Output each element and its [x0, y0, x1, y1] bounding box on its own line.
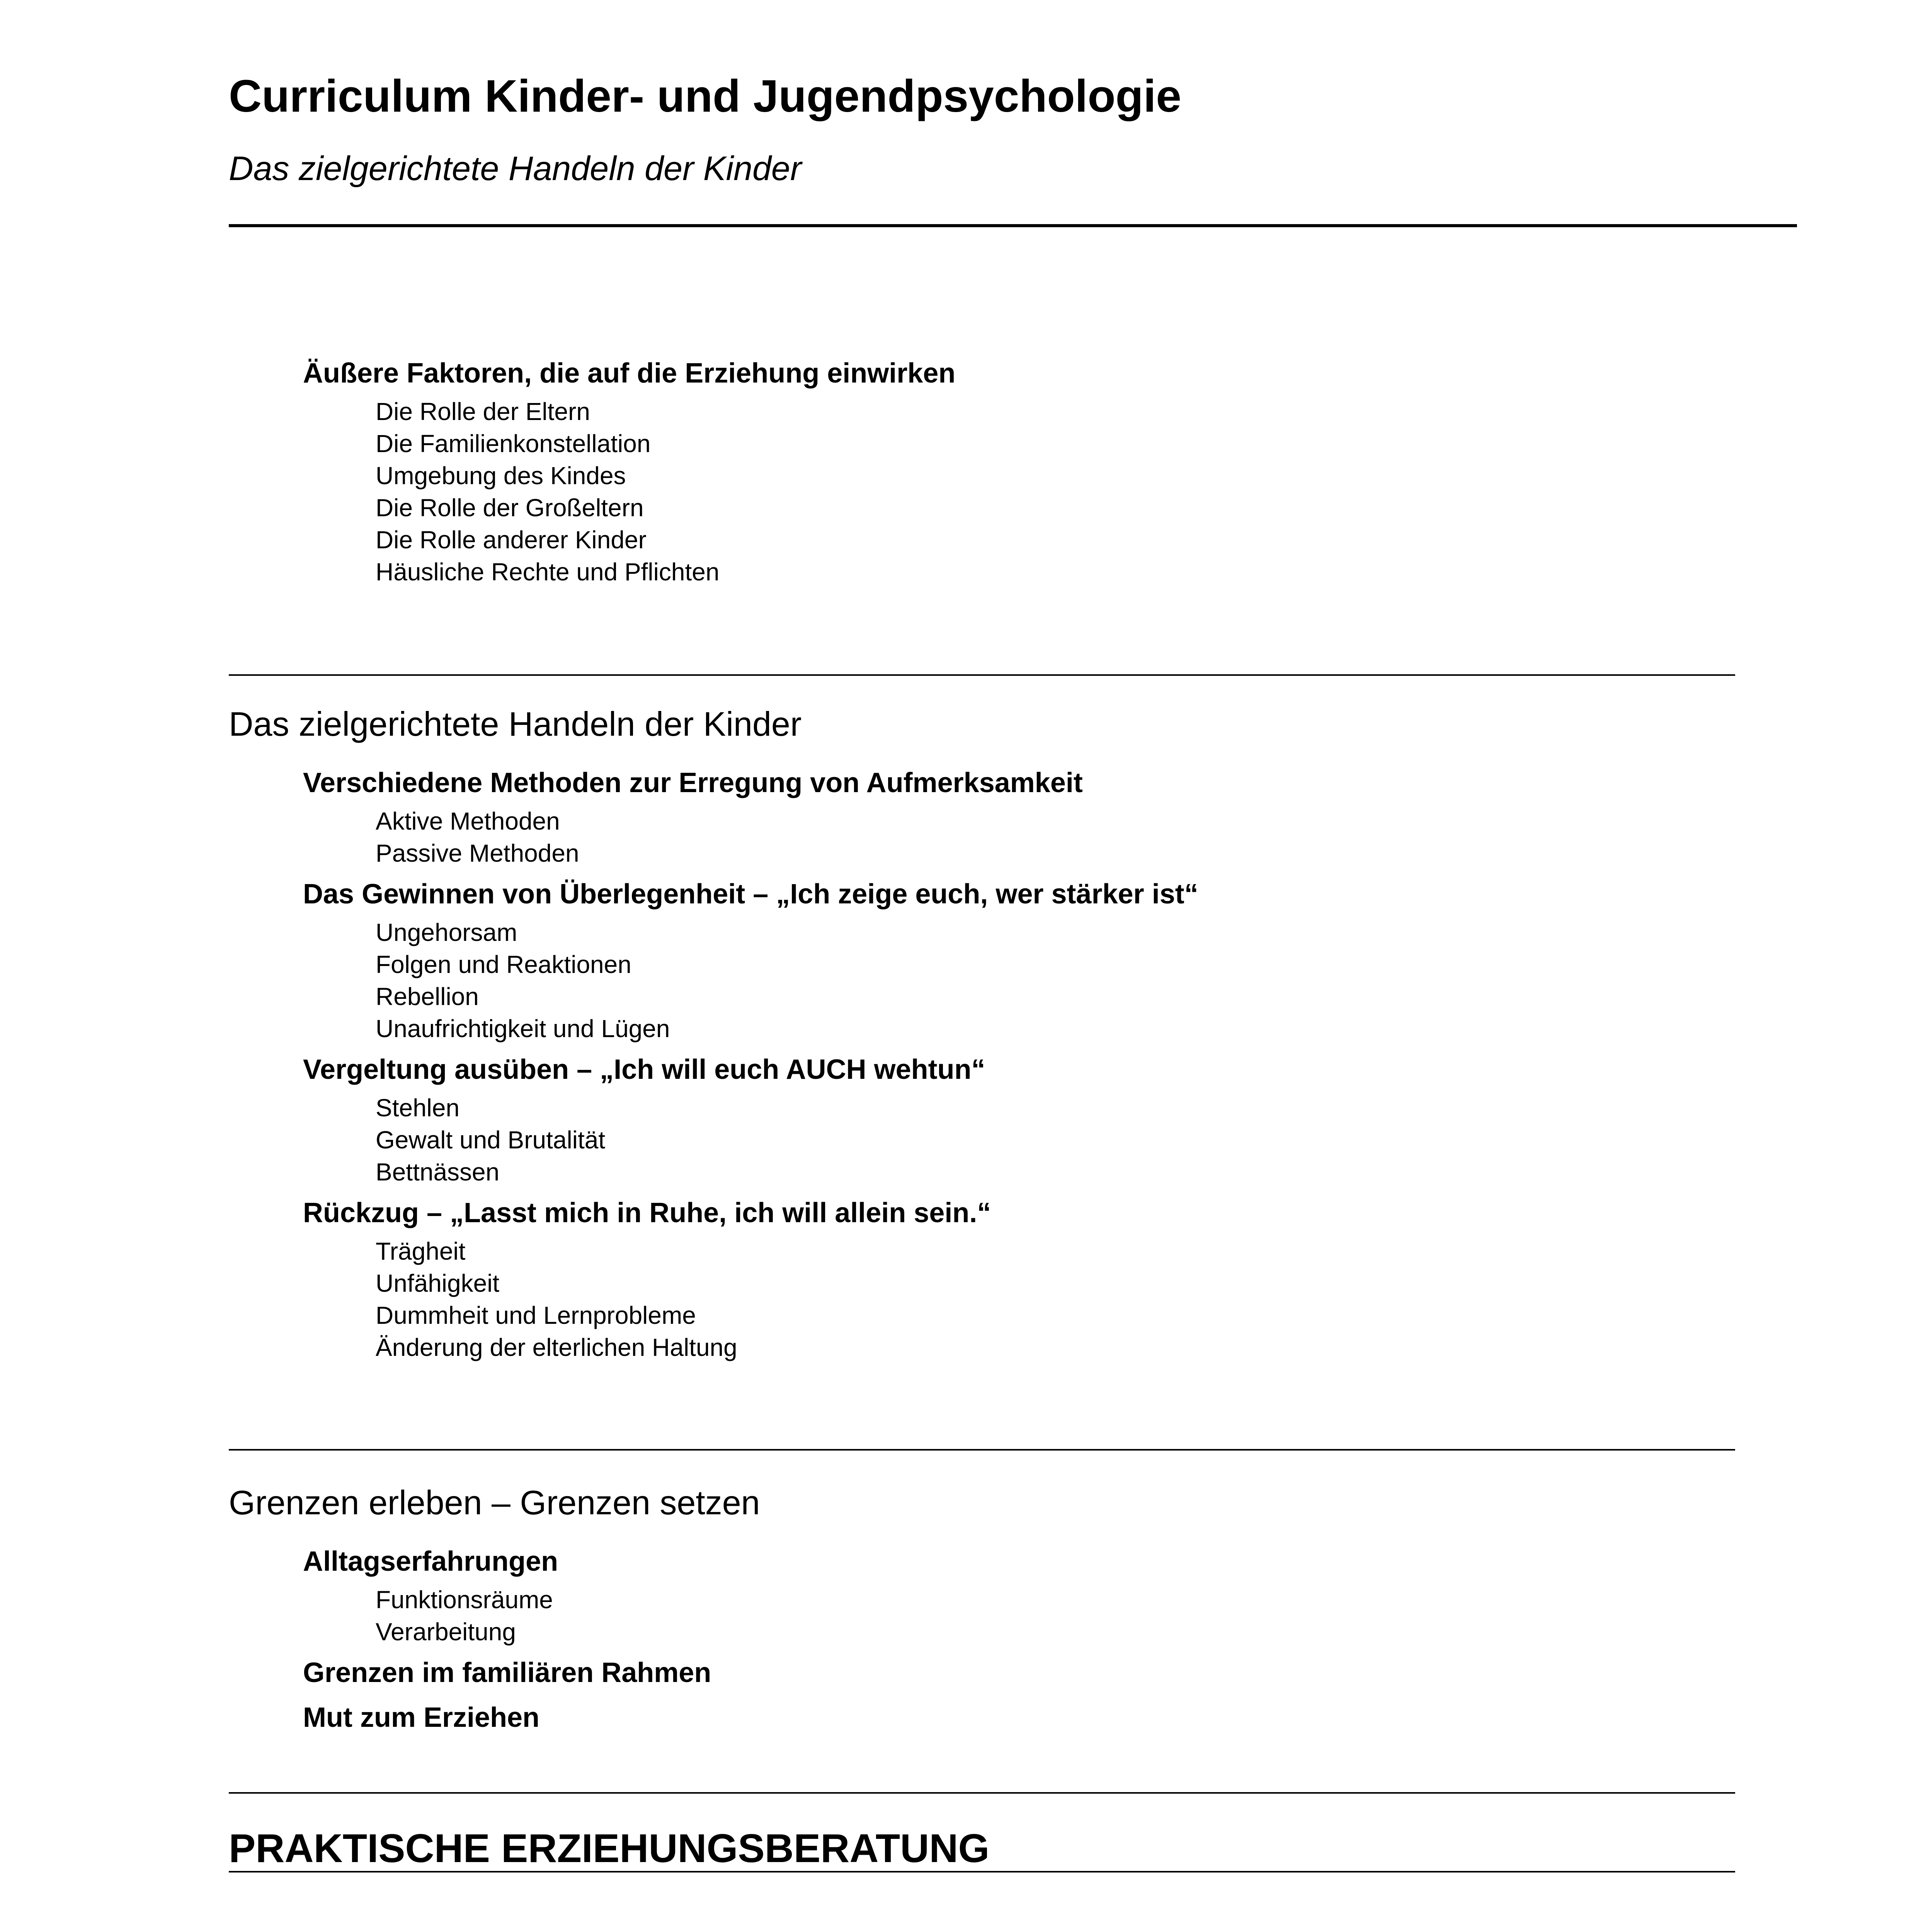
section-goal-directed-behavior: [229, 707, 1735, 1364]
list-item: Trägheit: [376, 1237, 466, 1265]
list-item: Gewalt und Brutalität: [376, 1126, 606, 1154]
header-divider: [229, 224, 1797, 227]
item-list: [376, 1584, 1735, 1648]
list-item: Verarbeitung: [376, 1618, 516, 1646]
page-subtitle: Das zielgerichtete Handeln der Kinder: [229, 149, 802, 187]
list-item: Dummheit und Lernprobleme: [376, 1301, 696, 1329]
list-item: Häusliche Rechte und Pflichten: [376, 558, 720, 586]
item-list: [376, 917, 1735, 1045]
section-divider: [229, 1792, 1735, 1794]
section-divider: [229, 1449, 1735, 1451]
group-title: Grenzen im familiären Rahmen: [303, 1657, 711, 1688]
group-title: Äußere Faktoren, die auf die Erziehung einwirken: [303, 358, 956, 389]
list-item: Folgen und Reaktionen: [376, 951, 631, 978]
group-title: Mut zum Erziehen: [303, 1702, 540, 1733]
item-list: [376, 396, 1735, 588]
list-item: Rebellion: [376, 983, 479, 1010]
major-heading: PRAKTISCHE ERZIEHUNGSBERATUNG: [229, 1826, 990, 1871]
list-item: Änderung der elterlichen Haltung: [376, 1333, 737, 1361]
list-item: Die Familienkonstellation: [376, 430, 651, 457]
section-divider: [229, 1871, 1735, 1872]
section-divider: [229, 674, 1735, 676]
list-item: Die Rolle der Großeltern: [376, 494, 644, 522]
list-item: Unfähigkeit: [376, 1269, 500, 1297]
section-title: Das zielgerichtete Handeln der Kinder: [229, 705, 802, 743]
group-title: Alltagserfahrungen: [303, 1546, 558, 1577]
list-item: Die Rolle anderer Kinder: [376, 526, 647, 554]
list-item: Stehlen: [376, 1094, 460, 1122]
list-item: Die Rolle der Eltern: [376, 398, 590, 425]
list-item: Passive Methoden: [376, 839, 579, 867]
group-title: Vergeltung ausüben – „Ich will euch AUCH wehtun“: [303, 1054, 985, 1085]
section-boundaries: [229, 1483, 1735, 1733]
section-title: Grenzen erleben – Grenzen setzen: [229, 1483, 760, 1522]
item-list: [376, 805, 1735, 869]
list-item: Umgebung des Kindes: [376, 462, 626, 490]
list-item: Funktionsräume: [376, 1586, 553, 1614]
list-item: Bettnässen: [376, 1158, 500, 1186]
item-list: [376, 1092, 1735, 1188]
item-list: [376, 1235, 1735, 1364]
list-item: Unaufrichtigkeit und Lügen: [376, 1015, 670, 1043]
group-title: Das Gewinnen von Überlegenheit – „Ich zeige euch, wer stärker ist“: [303, 879, 1198, 910]
list-item: Ungehorsam: [376, 918, 517, 946]
group-title: Verschiedene Methoden zur Erregung von Aufmerksamkeit: [303, 767, 1083, 798]
group-title: Rückzug – „Lasst mich in Ruhe, ich will allein sein.“: [303, 1197, 991, 1228]
list-item: Aktive Methoden: [376, 807, 560, 835]
section-external-factors: [229, 359, 1735, 588]
page-title: Curriculum Kinder- und Jugendpsychologie: [229, 71, 1182, 122]
